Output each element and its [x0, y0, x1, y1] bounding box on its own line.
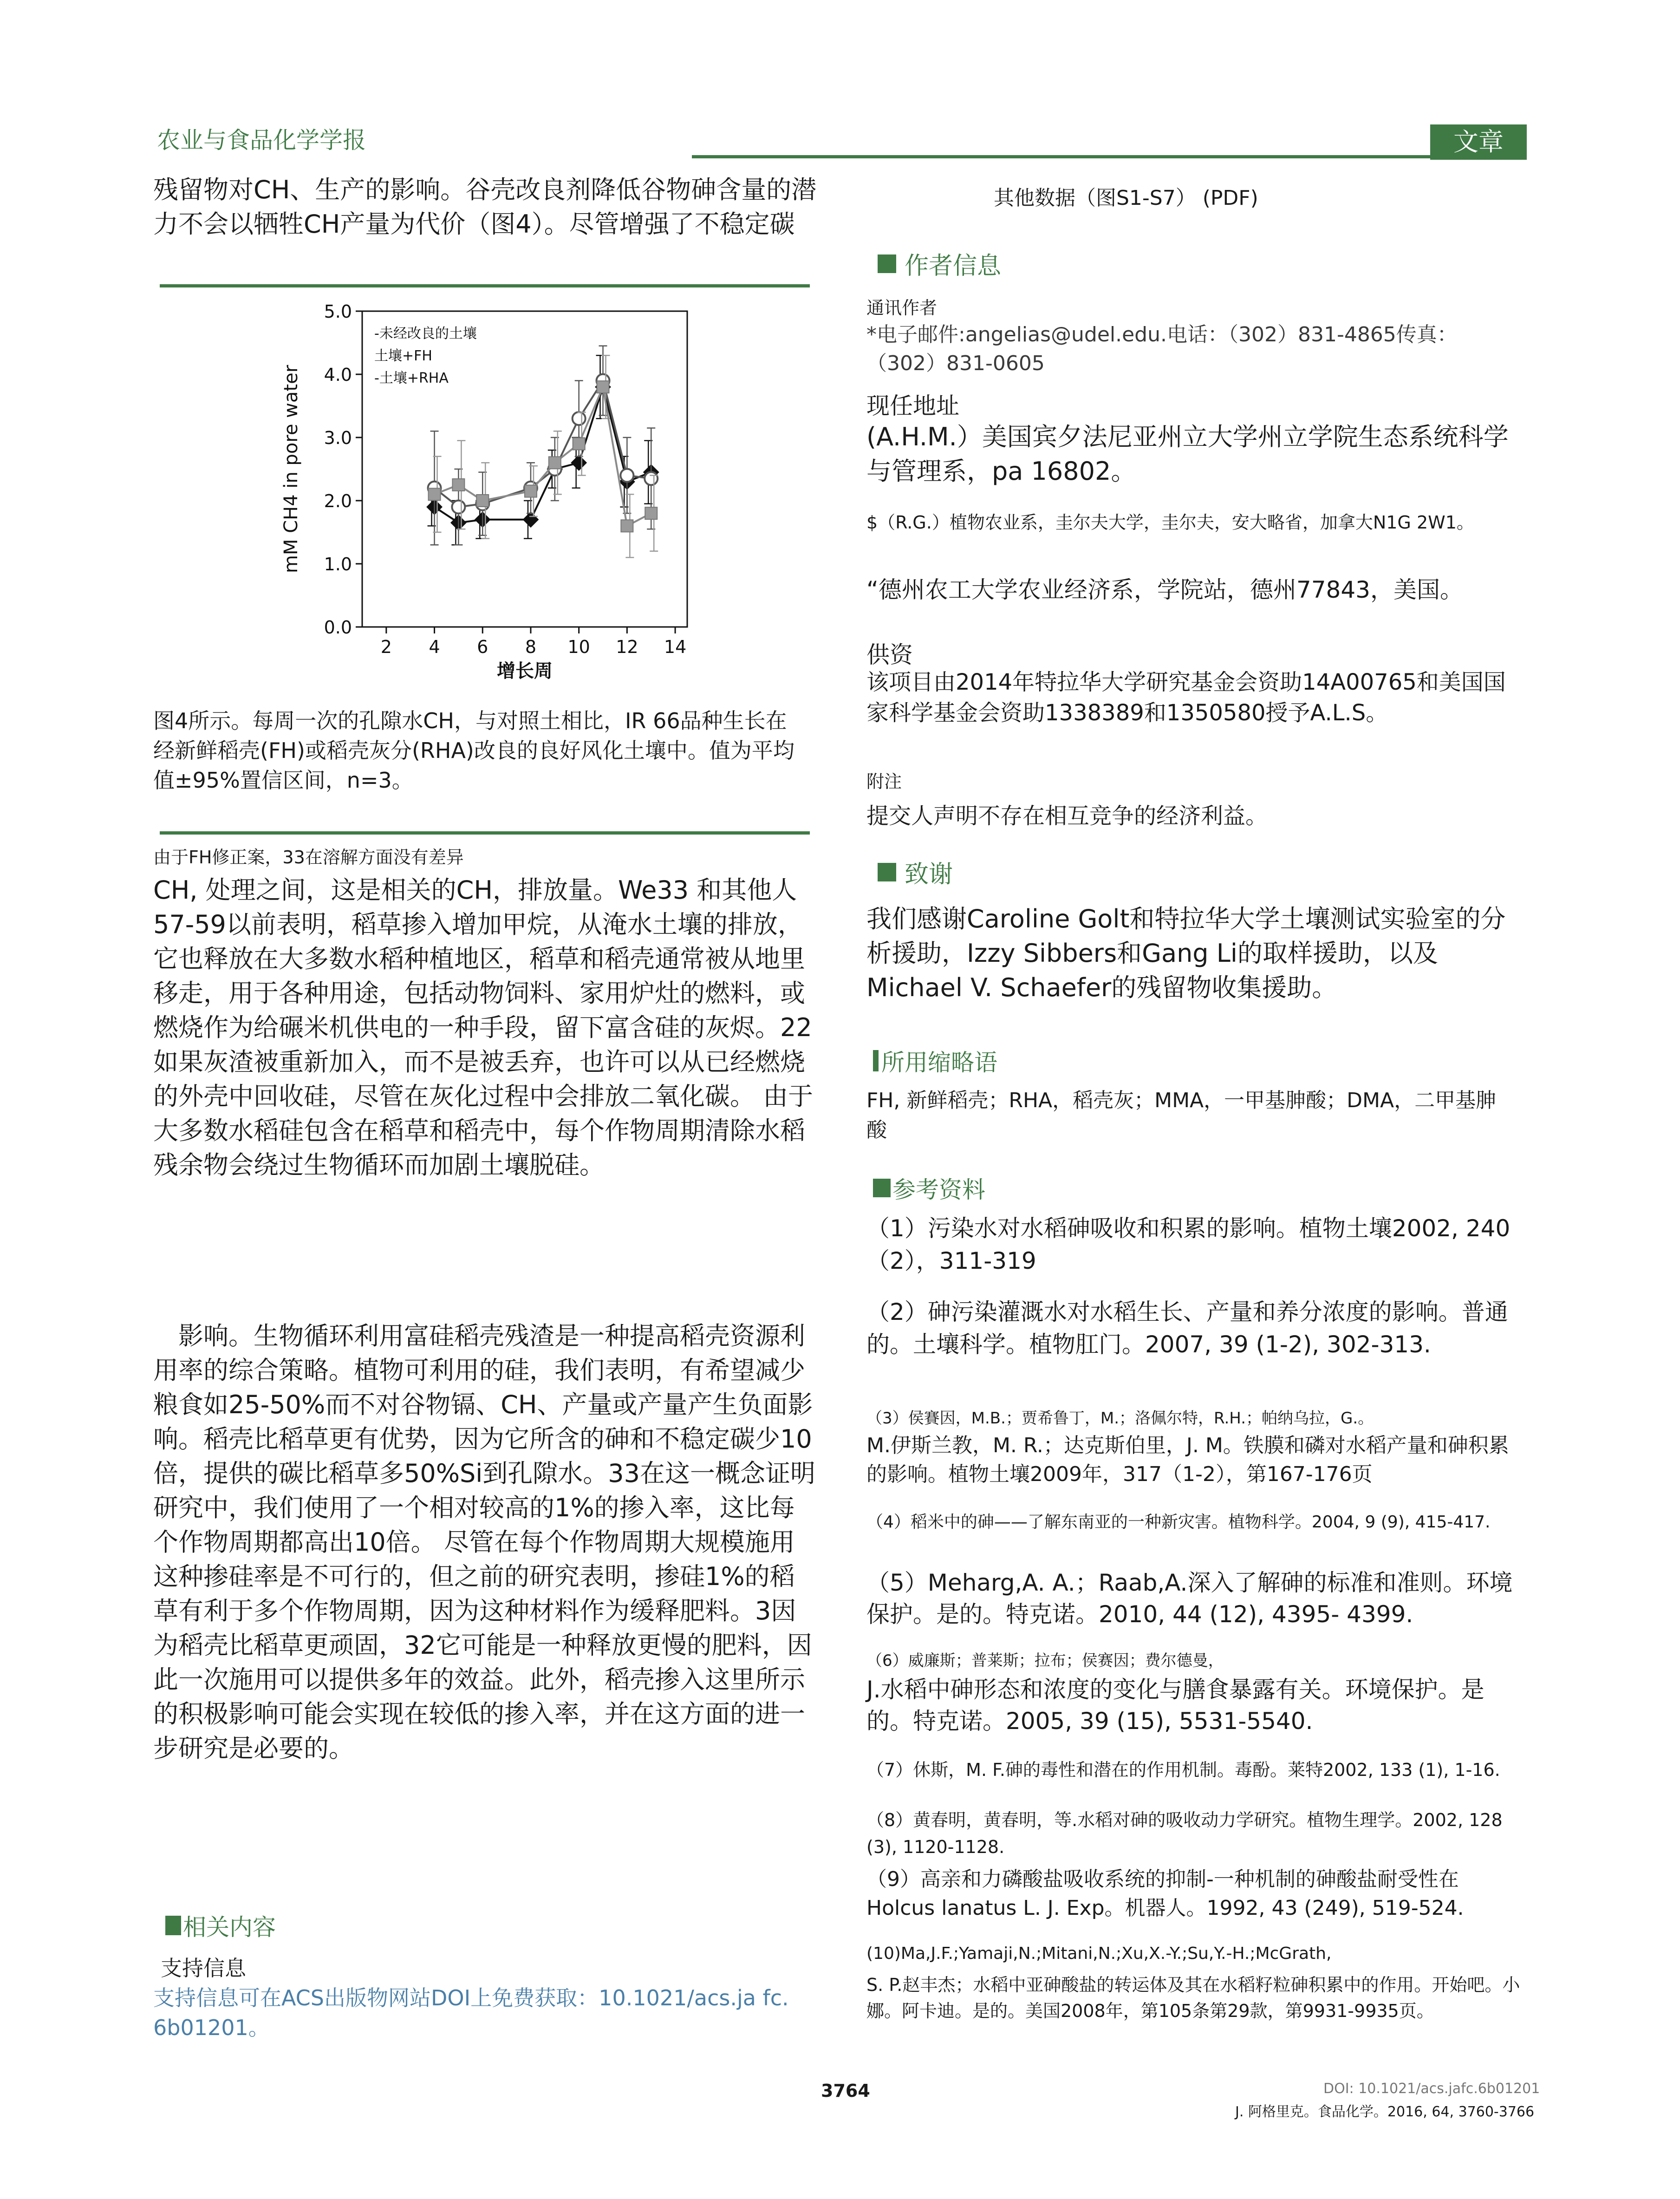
address-2: $（R.G.）植物农业系，圭尔夫大学，圭尔夫，安大略省，加拿大N1G 2W1。 — [866, 512, 1474, 533]
x-tick-label: 14 — [664, 637, 687, 657]
notes-text: 提交人声明不存在相互竞争的经济利益。 — [866, 803, 1268, 829]
legend-entry: -土壤+RHA — [374, 370, 449, 386]
body-paragraph-2: 影响。生物循环利用富硅稻壳残渣是一种提高稻壳资源利用率的综合策略。植物可利用的硅，我们表明，有希望减少粮食如25-50%而不对谷物镉、CH、产量或产量产生负面影响。稻壳比稻草更有优势，因为它所含的砷和不稳定碳少10倍，提供的碳比稻草多50%Si到孔隙水。33在这一概念证明研究中，我们使用了一个相对较高的1%的掺入率，这比每个作物周期都高出10倍。 尽管在每个作物周期大规模施用这种掺硅率是不可行的，但之前的研究表明，掺硅1%的稻草有利于多个作物周期，因为这种材料作为缓释肥料。3因为稻壳比稻草更顽固，32它可能是一种释放更慢的肥料，因此一次施用可以提供多年的效益。此外，稻壳掺入这里所示的积极影响可能会实现在较低的掺入率，并在这方面的进一步研究是必要的。 — [153, 1321, 816, 1763]
data-point — [573, 412, 586, 425]
funding-heading: 供资 — [866, 641, 913, 668]
address-3: “德州农工大学农业经济系，学院站，德州77843，美国。 — [866, 576, 1463, 603]
footer-doi[interactable]: DOI: 10.1021/acs.jafc.6b01201 — [1323, 2081, 1540, 2097]
corresponding-author-contact: *电子邮件:angelias@udel.edu.电话：（302）831-4865传真：（302）831-0605 — [866, 323, 1458, 375]
header-rule — [692, 155, 1430, 158]
reference-8: （8）黄春明，黄春明，等.水稻对砷的吸收动力学研究。植物生理学。2002, 128 (3), 1120-1128. — [866, 1810, 1503, 1857]
y-axis-label: mM CH4 in pore water — [280, 365, 302, 574]
reference-7: （7）休斯，M. F.砷的毒性和潜在的作用机制。毒酚。莱特2002, 133 (1), 1-16. — [866, 1760, 1500, 1780]
x-tick-label: 8 — [525, 637, 537, 657]
reference-6a: （6）威廉斯；普莱斯；拉布；侯赛因；费尔德曼， — [866, 1651, 1224, 1670]
y-tick-label: 0.0 — [324, 617, 352, 638]
abbreviations-heading: 所用缩略语 — [873, 1044, 997, 1077]
data-point — [476, 495, 488, 507]
series-line — [435, 387, 651, 522]
reference-4: （4）稻米中的砷——了解东南亚的一种新灾害。植物科学。2004, 9 (9), 415-417. — [866, 1513, 1491, 1532]
y-tick-label: 4.0 — [324, 365, 352, 385]
figure-bottom-rule — [160, 831, 810, 835]
series-line — [435, 381, 651, 507]
data-point — [549, 457, 561, 469]
author-info-heading: 作者信息 — [878, 246, 1001, 281]
reference-10b: S. P.赵丰杰；水稻中亚砷酸盐的转运体及其在水稻籽粒砷积累中的作用。开始吧。小娜。阿卡迪。是的。美国2008年，第105条第29款，第9931-9935页。 — [866, 1975, 1520, 2021]
references-heading: 参考资料 — [873, 1171, 985, 1205]
data-point — [620, 469, 633, 482]
reference-9: （9）高亲和力磷酸盐吸收系统的抑制-一种机制的砷酸盐耐受性在Holcus lanatus L. J. Exp。机器人。1992, 43 (249), 519-524. — [866, 1867, 1464, 1920]
data-point — [525, 485, 537, 497]
data-point — [645, 507, 657, 519]
section-marker-icon — [873, 1050, 879, 1071]
present-address-heading: 现任地址 — [866, 392, 959, 419]
support-info-doi-link[interactable]: 支持信息可在ACS出版物网站DOI上免费获取：10.1021/acs.ja fc. 6b01201。 — [153, 1985, 789, 2040]
ch4-line-chart — [260, 293, 697, 701]
reference-10a: (10)Ma,J.F.;Yamaji,N.;Mitani,N.;Xu,X.-Y.;Su,Y.-H.;McGrath, — [866, 1944, 1332, 1963]
address-1: (A.H.M.）美国宾夕法尼亚州立大学州立学院生态系统科学与管理系，pa 16802。 — [866, 422, 1509, 486]
data-point — [452, 479, 464, 491]
data-point — [645, 472, 658, 485]
corresponding-author-label: 通讯作者 — [866, 298, 938, 318]
abbreviations-text: FH, 新鲜稻壳；RHA，稻壳灰；MMA，一甲基胂酸；DMA，二甲基胂酸 — [866, 1089, 1497, 1142]
x-tick-label: 10 — [567, 637, 590, 657]
article-type-tag: 文章 — [1430, 124, 1527, 160]
x-tick-label: 12 — [616, 637, 638, 657]
x-tick-label: 4 — [429, 637, 440, 657]
reference-3b: M.伊斯兰教，M. R.；达克斯伯里，J. M。铁膜和磷对水稻产量和砷积累的影响。植物土壤2009年，317（1-2），第167-176页 — [866, 1434, 1509, 1486]
footer-citation: J. 阿格里克。食品化学。2016, 64, 3760-3766 — [1235, 2104, 1535, 2120]
x-tick-label: 2 — [380, 637, 392, 657]
data-point — [523, 512, 538, 527]
x-tick-label: 6 — [477, 637, 488, 657]
y-tick-label: 5.0 — [324, 301, 352, 322]
page-number: 3764 — [821, 2081, 870, 2101]
y-tick-label: 2.0 — [324, 491, 352, 511]
intro-paragraph: 残留物对CH、生产的影响。谷壳改良剂降低谷物砷含量的潜力不会以牺牲CH产量为代价（图4）。尽管增强了不稳定碳 — [153, 175, 817, 239]
figure-top-rule — [160, 284, 810, 287]
series-1 — [428, 346, 658, 545]
data-point — [452, 501, 465, 514]
paragraph-lead: 由于FH修正案，33在溶解方面没有差异 — [153, 847, 464, 868]
reference-6b: J.水稻中砷形态和浓度的变化与膳食暴露有关。环境保护。是的。特克诺。2005, 39 (15), 5531-5540. — [866, 1676, 1485, 1735]
reference-2: （2）砷污染灌溉水对水稻生长、产量和养分浓度的影响。普通的。土壤科学。植物肛门。2007, 39 (1-2), 302-313. — [866, 1299, 1508, 1358]
data-point — [429, 488, 441, 500]
funding-text: 该项目由2014年特拉华大学研究基金会资助14A00765和美国国家科学基金会资助1338389和1350580授予A.L.S。 — [866, 669, 1506, 726]
x-axis-label: 增长周 — [497, 660, 553, 682]
reference-1: （1）污染水对水稻砷吸收和积累的影响。植物土壤2002, 240（2），311-319 — [866, 1215, 1511, 1274]
data-point — [621, 520, 633, 532]
section-marker-icon — [873, 1179, 891, 1197]
extra-data-link[interactable]: 其他数据（图S1-S7） (PDF) — [994, 186, 1258, 210]
section-marker-icon — [165, 1916, 181, 1935]
legend-entry: 土壤+FH — [374, 348, 432, 364]
notes-heading: 附注 — [866, 771, 902, 792]
data-point — [597, 381, 609, 393]
section-marker-icon — [878, 863, 896, 881]
reference-3a: （3）侯賽因，M.B.；贾希鲁丁，M.；洛佩尔特，R.H.；帕纳乌拉，G.。 — [866, 1409, 1374, 1428]
data-point — [572, 455, 586, 470]
reference-5: （5）Meharg,A. A.；Raab,A.深入了解砷的标准和准则。环境保护。是的。特克诺。2010, 44 (12), 4395- 4399. — [866, 1569, 1513, 1628]
related-content-heading: 相关内容 — [165, 1909, 276, 1942]
body-paragraph-1: CH, 处理之间，这是相关的CH，排放量。We33 和其他人57-59以前表明，稻草掺入增加甲烷，从淹水土壤的排放，它也释放在大多数水稻种植地区，稻草和稻壳通常被从地里移走，用于各种用途，包括动物饲料、家用炉灶的燃料，或燃烧作为给碾米机供电的一种手段，留下富含硅的灰烬。22如果灰渣被重新加入，而不是被丢弃，也许可以从已经燃烧的外壳中回收硅，尽管在灰化过程中会排放二氧化碳。 由于大多数水稻硅包含在稻草和稻壳中，每个作物周期清除水稻残余物会绕过生物循环而加剧土壤脱硅。 — [153, 875, 814, 1180]
legend-entry: -未经改良的土壤 — [374, 326, 477, 342]
figure-4-chart — [260, 293, 697, 701]
figure-caption: 图4所示。每周一次的孔隙水CH，与对照土相比，IR 66品种生长在经新鲜稻壳(FH)或稻壳灰分(RHA)改良的良好风化土壤中。值为平均值±95%置信区间，n=3。 — [153, 708, 794, 793]
y-tick-label: 1.0 — [324, 554, 352, 574]
acknowledgments-text: 我们感谢Caroline Golt和特拉华大学土壤测试实验室的分析援助，Izzy Sibbers和Gang Li的取样援助，以及Michael V. Schaefer的残留物收集援助。 — [866, 904, 1506, 1002]
support-info-heading: 支持信息 — [161, 1956, 246, 1981]
y-tick-label: 3.0 — [324, 428, 352, 448]
acknowledgments-heading: 致谢 — [878, 855, 953, 889]
data-point — [573, 438, 585, 450]
section-marker-icon — [878, 254, 896, 273]
journal-name: 农业与食品化学学报 — [157, 127, 366, 154]
